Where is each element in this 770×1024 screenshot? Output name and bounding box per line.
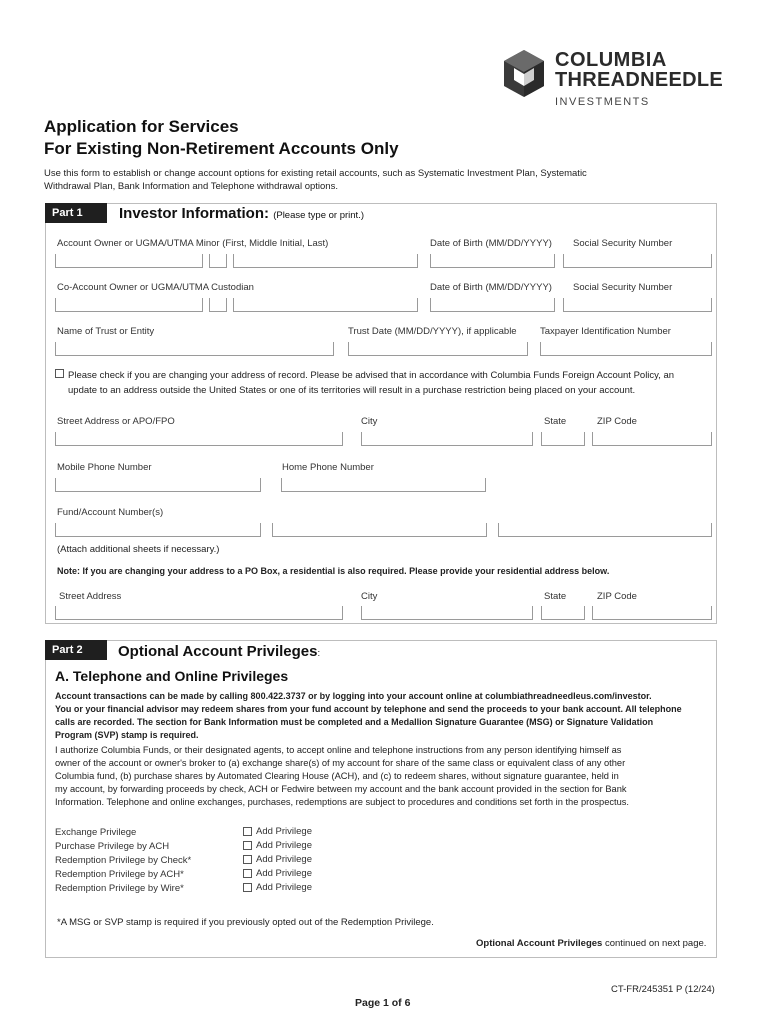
mobile-field[interactable] — [55, 478, 261, 492]
address-change-checkbox[interactable] — [55, 369, 64, 378]
privilege-name-exchange: Exchange Privilege — [55, 827, 137, 838]
coowner-label: Co-Account Owner or UGMA/UTMA Custodian — [57, 282, 254, 293]
zip2-label: ZIP Code — [597, 591, 637, 602]
footnote: *A MSG or SVP stamp is required if you previously opted out of the Redemption Privilege. — [57, 917, 434, 928]
dob2-field[interactable] — [430, 298, 555, 312]
privileges-bold-1: Account transactions can be made by calling 800.422.3737 or by logging into your account online at columbiathreadneedleus.com/investor. — [55, 691, 652, 701]
mobile-label: Mobile Phone Number — [57, 462, 152, 473]
owner-first-field[interactable] — [55, 254, 203, 268]
title-line-2: For Existing Non-Retirement Accounts Only — [44, 139, 399, 158]
add-privilege-label: Add Privilege — [256, 868, 312, 879]
privilege-name-redeem-check: Redemption Privilege by Check* — [55, 855, 192, 866]
authorization-1: I authorize Columbia Funds, or their designated agents, to accept online and telephone instructions from any person identifying himself as — [55, 745, 622, 755]
authorization-3: Columbia fund, (b) purchase shares by Automated Clearing House (ACH), and (c) to redeem shares, without signature guarantee, held in — [55, 771, 619, 781]
part2-heading — [118, 643, 320, 660]
add-privilege-checkbox[interactable] — [243, 883, 252, 892]
authorization-2: owner of the account or owner's broker to (a) exchange share(s) of my account for share of the same class or equivalent class of any other — [55, 758, 626, 768]
continued-rest: continued on next page. — [602, 938, 707, 949]
privilege-name-purchase-ach: Purchase Privilege by ACH — [55, 841, 170, 852]
po-box-note: Note: If you are changing your address to a PO Box, a residential is also required. Please provide your residential address below. — [57, 566, 610, 576]
page-title — [44, 116, 399, 160]
city-field[interactable] — [361, 432, 533, 446]
add-privilege-redeem-wire[interactable] — [243, 882, 312, 893]
privileges-bold-2: You or your financial advisor may redeem shares from your fund account by telephone and send the proceeds to your bank account. All telephone — [55, 704, 682, 714]
state-field[interactable] — [541, 432, 585, 446]
privilege-name-redeem-ach: Redemption Privilege by ACH* — [55, 869, 184, 880]
add-privilege-exchange[interactable] — [243, 826, 312, 837]
dob-field[interactable] — [430, 254, 555, 268]
fund-label: Fund/Account Number(s) — [57, 507, 164, 518]
city2-label: City — [361, 591, 378, 602]
fund-field-1[interactable] — [55, 523, 261, 537]
add-privilege-redeem-check[interactable] — [243, 854, 312, 865]
add-privilege-label: Add Privilege — [256, 882, 312, 893]
street2-field[interactable] — [55, 606, 343, 620]
add-privilege-checkbox[interactable] — [243, 841, 252, 850]
address-change-text-2: update to an address outside the United States or one of its territories will result in a purchase restriction being placed on your account. — [68, 385, 636, 396]
add-privilege-checkbox[interactable] — [243, 869, 252, 878]
telephone-online-heading: A. Telephone and Online Privileges — [55, 668, 289, 684]
form-code: CT-FR/245351 P (12/24) — [611, 984, 715, 995]
dob2-label: Date of Birth (MM/DD/YYYY) — [430, 282, 552, 293]
trust-date-label: Trust Date (MM/DD/YYYY), if applicable — [348, 326, 517, 337]
fund-field-2[interactable] — [272, 523, 487, 537]
company-logo-icon — [500, 48, 548, 106]
add-privilege-checkbox[interactable] — [243, 855, 252, 864]
street-field[interactable] — [55, 432, 343, 446]
coowner-middle-field[interactable] — [209, 298, 227, 312]
authorization-4: my account, by forwarding proceeds by check, ACH or Fedwire between my account and the bank account provided in the section for Bank — [55, 784, 627, 794]
company-logo-text — [555, 50, 735, 112]
add-privilege-label: Add Privilege — [256, 840, 312, 851]
state2-label: State — [544, 591, 567, 602]
trust-label: Name of Trust or Entity — [57, 326, 155, 337]
add-privilege-label: Add Privilege — [256, 854, 312, 865]
intro-text: Use this form to establish or change account options for existing retail accounts, such as Systematic Investment Plan, Systematic Withdrawal Plan, Bank Information and Telephone withdrawal options. — [44, 168, 587, 192]
title-line-1: Application for Services — [44, 117, 239, 136]
street2-label: Street Address — [59, 591, 122, 602]
privileges-bold-3: calls are recorded. The section for Bank Information must be completed and a Medallion Signature Guarantee (MSG) or Signature Validation — [55, 717, 654, 727]
owner-middle-field[interactable] — [209, 254, 227, 268]
tin-field[interactable] — [540, 342, 712, 356]
attach-note: (Attach additional sheets if necessary.) — [57, 544, 220, 555]
logo-line-3: INVESTMENTS — [555, 96, 650, 108]
city2-field[interactable] — [361, 606, 533, 620]
coowner-last-field[interactable] — [233, 298, 418, 312]
coowner-first-field[interactable] — [55, 298, 203, 312]
trust-date-field[interactable] — [348, 342, 528, 356]
state-label: State — [544, 416, 567, 427]
home-phone-label: Home Phone Number — [282, 462, 374, 473]
part1-tab: Part 1 — [45, 203, 107, 223]
part1-heading-note: (Please type or print.) — [273, 210, 365, 221]
continued-bold: Optional Account Privileges — [476, 938, 603, 949]
street-label: Street Address or APO/FPO — [57, 416, 175, 427]
dob-label: Date of Birth (MM/DD/YYYY) — [430, 238, 552, 249]
fund-field-3[interactable] — [498, 523, 712, 537]
add-privilege-purchase-ach[interactable] — [243, 840, 312, 851]
part1-heading — [119, 205, 364, 222]
address-change-text-1: Please check if you are changing your address of record. Please be advised that in accordance with Columbia Funds Foreign Account Policy, an — [68, 370, 675, 381]
city-label: City — [361, 416, 378, 427]
part2-heading-colon: : — [317, 648, 321, 659]
part2-heading-text: Optional Account Privileges — [118, 643, 318, 660]
tin-label: Taxpayer Identification Number — [540, 326, 671, 337]
privileges-bold-4: Program (SVP) stamp is required. — [55, 730, 199, 740]
trust-field[interactable] — [55, 342, 334, 356]
continued-note — [476, 937, 706, 950]
privilege-name-redeem-wire: Redemption Privilege by Wire* — [55, 883, 184, 894]
add-privilege-label: Add Privilege — [256, 826, 312, 837]
zip-label: ZIP Code — [597, 416, 637, 427]
state2-field[interactable] — [541, 606, 585, 620]
ssn-field[interactable] — [563, 254, 712, 268]
authorization-5: Information. Telephone and online exchanges, purchases, redemptions are subject to procedures and conditions set forth in the prospectus. — [55, 797, 630, 807]
page-number: Page 1 of 6 — [355, 997, 411, 1009]
ssn-label: Social Security Number — [573, 238, 673, 249]
home-phone-field[interactable] — [281, 478, 486, 492]
add-privilege-checkbox[interactable] — [243, 827, 252, 836]
part2-tab: Part 2 — [45, 640, 107, 660]
owner-last-field[interactable] — [233, 254, 418, 268]
add-privilege-redeem-ach[interactable] — [243, 868, 312, 879]
ssn2-label: Social Security Number — [573, 282, 673, 293]
ssn2-field[interactable] — [563, 298, 712, 312]
owner-label: Account Owner or UGMA/UTMA Minor (First, Middle Initial, Last) — [57, 238, 329, 249]
logo-line-2: THREADNEEDLE — [555, 69, 724, 91]
logo-line-1: COLUMBIA — [555, 49, 667, 71]
zip2-field[interactable] — [592, 606, 712, 620]
zip-field[interactable] — [592, 432, 712, 446]
part1-heading-text: Investor Information: — [119, 205, 270, 222]
